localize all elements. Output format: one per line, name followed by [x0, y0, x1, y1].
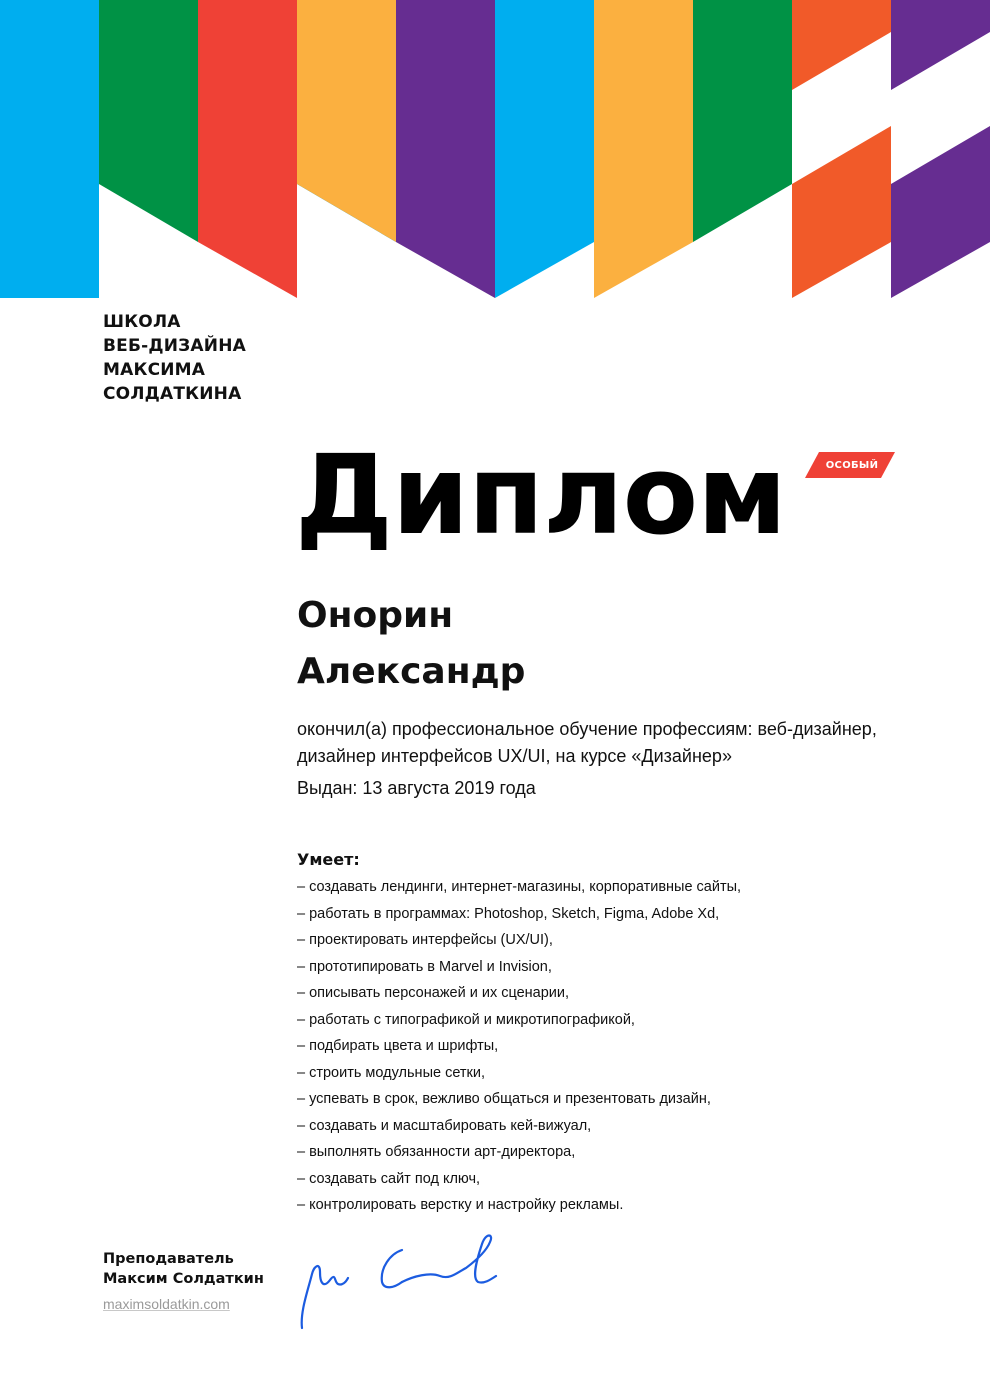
- stripe-orange-1: [792, 0, 891, 90]
- stripe-blue-4: [495, 0, 594, 298]
- skill-item: – подбирать цвета и шрифты,: [297, 1038, 499, 1054]
- skills-list: [297, 874, 741, 1219]
- skill-item: – создавать и масштабировать кей-вижуал,: [297, 1117, 592, 1134]
- teacher-block: [103, 1249, 264, 1313]
- graduate-name: [297, 588, 525, 700]
- stripe-green-2: [693, 0, 792, 242]
- special-badge-label: ОСОБЫЙ: [825, 459, 879, 471]
- teacher-site-link[interactable]: maximsoldatkin.com: [103, 1296, 230, 1312]
- signature: [290, 1228, 510, 1338]
- skill-item: – работать с типографикой и микротипографикой,: [297, 1011, 635, 1028]
- skill-item: – успевать в срок, вежливо общаться и презентовать дизайн,: [297, 1091, 711, 1107]
- graduate-surname: Онорин: [297, 595, 454, 636]
- stripe-purple-3: [891, 126, 990, 298]
- school-logo-line: ВЕБ-ДИЗАЙНА: [103, 336, 246, 356]
- issued-date: Выдан: 13 августа 2019 года: [297, 778, 536, 798]
- skill-item: – создавать сайт под ключ,: [297, 1170, 481, 1187]
- skills-heading: Умеет:: [297, 850, 360, 869]
- stripe-purple-2: [891, 0, 990, 90]
- teacher-role: Преподаватель: [103, 1251, 234, 1267]
- skill-item: – прототипировать в Marvel и Invision,: [297, 958, 552, 975]
- stripe-orange-2: [792, 126, 891, 298]
- completion-text: окончил(а) профессиональное обучение профессиям: веб-дизайнер, дизайнер интерфейсов UX/UI, на курсе «Дизайнер»: [297, 719, 877, 766]
- stripe-red-1: [198, 0, 297, 298]
- school-logo-line: СОЛДАТКИНА: [103, 384, 242, 404]
- skill-item: – создавать лендинги, интернет-магазины, корпоративные сайты,: [297, 879, 742, 895]
- skill-item: – работать в программах: Photoshop, Sketch, Figma, Adobe Xd,: [297, 905, 720, 922]
- header-pattern: [0, 0, 990, 300]
- teacher-name: Максим Солдаткин: [103, 1271, 264, 1287]
- stripe-green-1: [99, 0, 198, 242]
- school-logo: [103, 310, 246, 406]
- skill-item: – описывать персонажей и их сценарии,: [297, 985, 570, 1001]
- special-badge: [805, 452, 895, 478]
- stripe-yellow-4: [594, 0, 693, 298]
- skill-item: – проектировать интерфейсы (UX/UI),: [297, 932, 553, 948]
- skill-item: – выполнять обязанности арт-директора,: [297, 1144, 576, 1160]
- skill-item: – контролировать верстку и настройку рекламы.: [297, 1197, 624, 1213]
- stripe-purple-1: [396, 0, 495, 298]
- diploma-title: Диплом: [295, 431, 787, 559]
- skill-item: – строить модульные сетки,: [297, 1064, 486, 1081]
- graduate-first-name: Александр: [297, 651, 526, 692]
- stripe-blue-1: [0, 0, 99, 298]
- stripe-yellow-main: [297, 0, 396, 242]
- school-logo-line: ШКОЛА: [103, 312, 181, 332]
- school-logo-line: МАКСИМА: [103, 360, 206, 380]
